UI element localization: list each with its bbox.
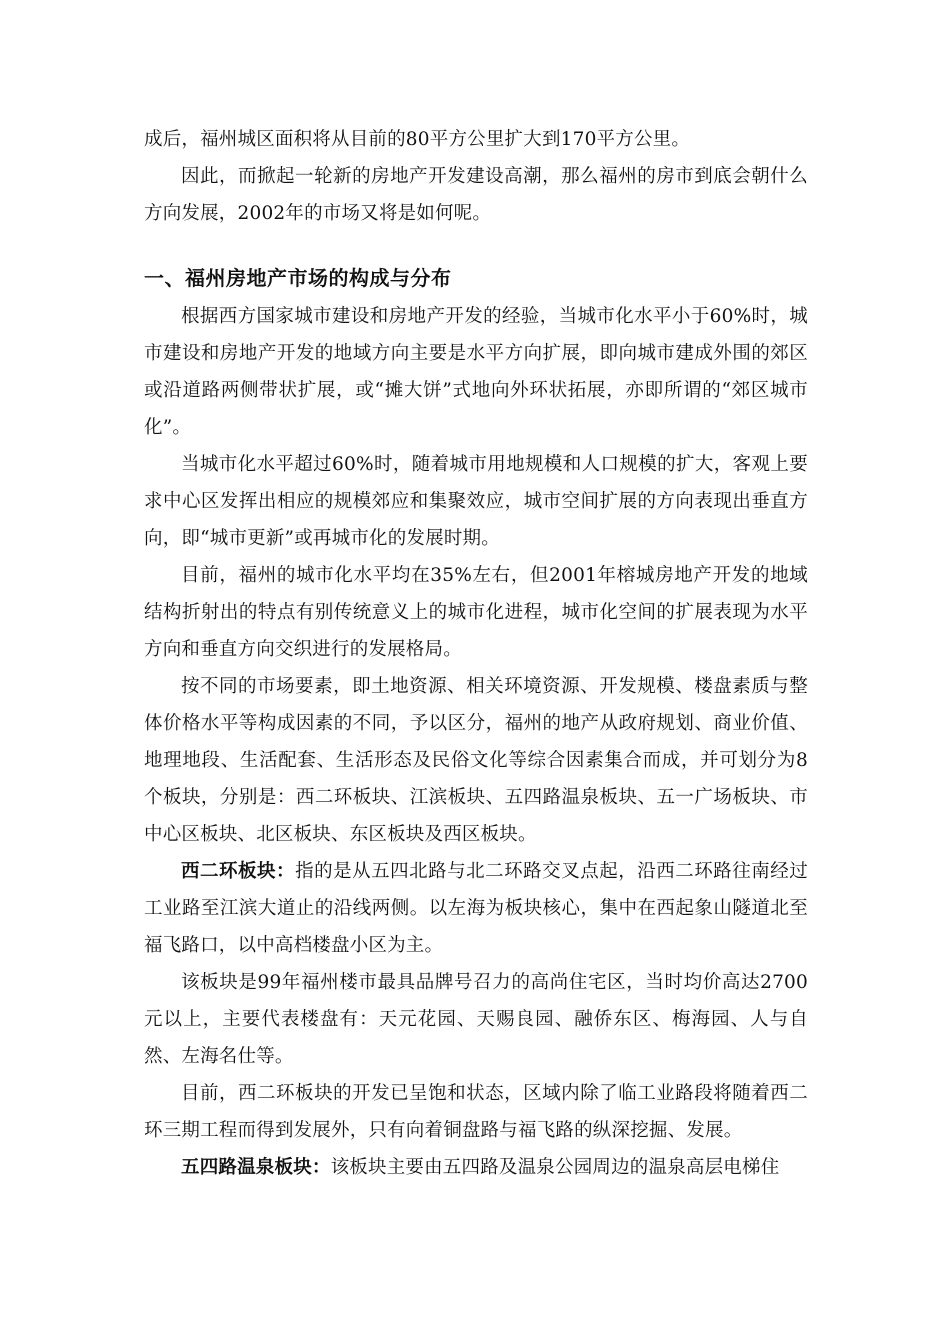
wusilu-block-label: 五四路温泉板块：: [181, 1157, 331, 1178]
paragraph-10: [144, 1149, 808, 1186]
paragraph-9: 目前，西二环板块的开发已呈饱和状态，区域内除了临工业路段将随着西二环三期工程而得到发展外，只有向着铜盘路与福飞路的纵深挖掘、发展。: [144, 1083, 808, 1141]
document-page: [144, 121, 808, 1186]
paragraph-6: [144, 668, 808, 853]
section-heading: 一、福州房地产市场的构成与分布: [144, 266, 452, 290]
xierhuan-block-label: 西二环板块：: [181, 861, 296, 882]
project-list: 天元花园、天赐良园、融侨东区、梅海园、人与自然、左海名仕: [144, 1009, 808, 1067]
paragraph-7: [144, 853, 808, 964]
paragraph-5: 目前，福州的城市化水平均在35%左右，但2001年榕城房地产开发的地域结构折射出的特点有别传统意义上的城市化进程，城市化空间的扩展表现为水平方向和垂直方向交织进行的发展格局。: [144, 565, 808, 660]
paragraph-7-text: 指的是从五四北路与北二环路交叉点起，沿西二环路往南经过工业路至江滨大道止的沿线两侧。以左海为板块核心，集中在西起象山隧道北至福飞路口，以中高档楼盘小区为主。: [144, 861, 809, 956]
paragraph-8-text: 该板块是99年福州楼市最具品牌号召力的高尚住宅区，当时均价高达2700元以上，主要代表楼盘有：: [144, 972, 808, 1030]
paragraph-6-text: 按不同的市场要素，即土地资源、相关环境资源、开发规模、楼盘素质与整体价格水平等构成因素的不同，予以区分，福州的地产从政府规划、商业价值、地理地段、生活配套、生活形态及民俗文化等综合因素集合而成，并可划分为8个板块，分别是：: [144, 676, 808, 808]
paragraph-1: 成后，福州城区面积将从目前的80平方公里扩大到170平方公里。: [144, 129, 691, 150]
paragraph-10-text: 该板块主要由五四路及温泉公园周边的温泉高层电梯住: [330, 1157, 780, 1178]
district-block-list: 西二环板块、江滨板块、五四路温泉板块、五一广场板块、市中心区板块、北区板块、东区板块及西区板块。: [144, 787, 808, 845]
paragraph-2: 因此，而掀起一轮新的房地产开发建设高潮，那么福州的房市到底会朝什么方向发展，2002年的市场又将是如何呢。: [144, 166, 808, 224]
paragraph-8-suffix: 等。: [256, 1046, 294, 1067]
paragraph-4: 当城市化水平超过60%时，随着城市用地规模和人口规模的扩大，客观上要求中心区发挥出相应的规模郊应和集聚效应，城市空间扩展的方向表现出垂直方向，即“城市更新”或再城市化的发展时期。: [144, 454, 808, 549]
paragraph-8: [144, 964, 808, 1075]
paragraph-3: 根据西方国家城市建设和房地产开发的经验，当城市化水平小于60%时，城市建设和房地产开发的地域方向主要是水平方向扩展，即向城市建成外围的郊区或沿道路两侧带状扩展，或“摊大饼”式地向外环状拓展，亦即所谓的“郊区城市化”。: [144, 306, 808, 438]
